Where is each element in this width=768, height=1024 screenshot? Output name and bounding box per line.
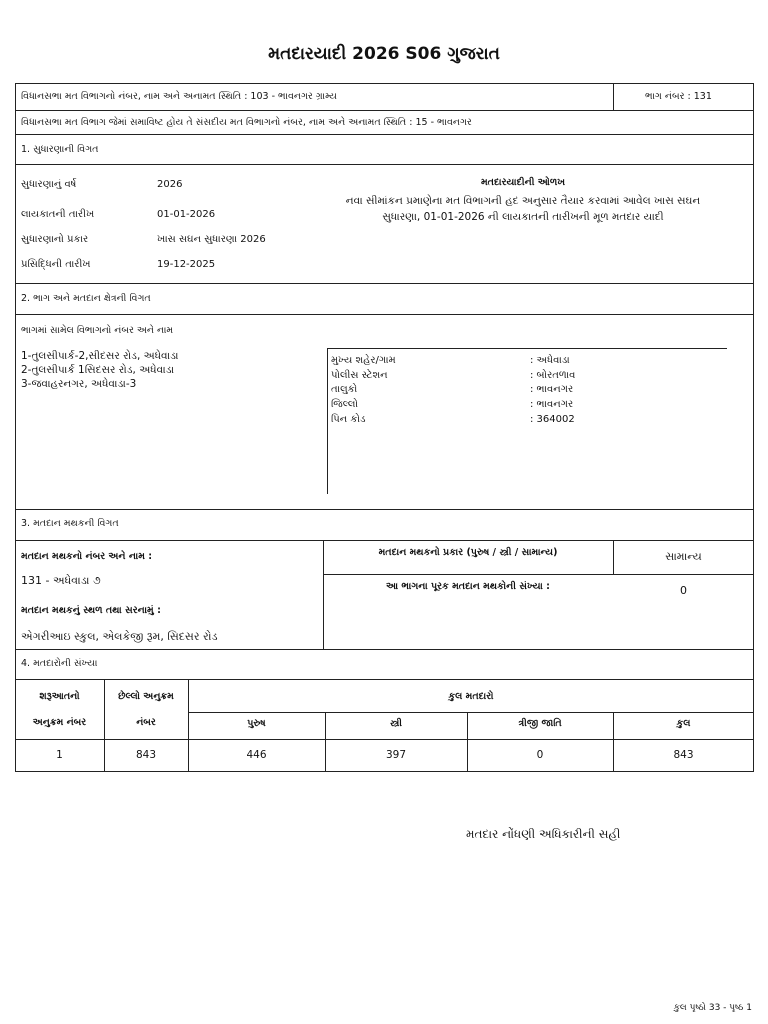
roll-identity-line2: સુધારણા, 01-01-2026 ની લાયકાતની તારીખની મૂળ મતદાર યાદી xyxy=(382,211,664,223)
section2-heading: 2. ભાગ અને મતદાન ક્ષેત્રની વિગત xyxy=(21,293,151,304)
section3-heading-frame xyxy=(15,509,754,541)
section3-heading: 3. મતદાન મથકની વિગત xyxy=(21,518,119,529)
section4-heading-frame xyxy=(15,649,754,680)
publication-date-label: પ્રસિદ્ધિની તારીખ xyxy=(21,259,91,270)
police-station-value: : બોરતળાવ xyxy=(530,370,576,381)
page-footer: કુલ પૃષ્ઠો 33 - પૃષ્ઠ 1 xyxy=(673,1003,752,1013)
sections-subheading: ભાગમાં સામેલ વિભાગનો નંબર અને નામ xyxy=(21,325,174,336)
cell-third-gender: 0 xyxy=(536,749,544,761)
roll-identity-heading: મતદારયાદીની ઓળખ xyxy=(480,177,566,188)
section-item: 3-જવાહરનગર, અધેવાડા-3 xyxy=(21,378,137,390)
col-sum-header: કુલ xyxy=(676,718,691,729)
address-label: મતદાન મથકનું સ્થળ તથા સરનામું : xyxy=(21,605,161,616)
qualifying-date-value: 01-01-2026 xyxy=(157,209,216,220)
ero-signature-label: મતદાર નોંધણી અધિકારીની સહી xyxy=(466,827,621,841)
revision-year-label: સુધારણાનું વર્ષ xyxy=(21,179,77,190)
main-village-label: મુખ્ય શહેર/ગામ xyxy=(331,355,396,366)
revision-year-value: 2026 xyxy=(157,179,183,190)
part-number: ભાગ નંબર : 131 xyxy=(645,91,712,102)
address-value: એગરીઆઇ સ્કુલ, એલકેજી રૂમ, સિદસર રોડ xyxy=(21,630,218,643)
district-value: : ભાવનગર xyxy=(530,399,574,410)
station-value: 131 - અધેવાડા ૭ xyxy=(21,574,101,587)
station-type-value: સામાન્ય xyxy=(665,550,702,563)
header-divider xyxy=(613,83,614,111)
col-third-gender-header: ત્રીજી જાતિ xyxy=(518,718,562,729)
section1-heading-frame xyxy=(15,134,754,165)
pin-code-value: : 364002 xyxy=(530,414,575,425)
cell-last-serial: 843 xyxy=(135,749,157,761)
roll-identity-line1: નવા સીમાંકન પ્રમાણેના મત વિભાગની હદ અનુસાર તૈયાર કરવામાં આવેલ ખાસ સઘન xyxy=(345,195,701,207)
section2-body-frame xyxy=(15,314,754,510)
station-label: મતદાન મથકનો નંબર અને નામ : xyxy=(21,551,153,562)
police-station-label: પોલીસ સ્ટેશન xyxy=(331,370,388,381)
revision-type-value: ખાસ સઘન સુધારણા 2026 xyxy=(157,234,266,245)
col-start-serial-header-1: શરૂઆતનો xyxy=(39,691,80,702)
cell-start-serial: 1 xyxy=(56,749,63,761)
assembly-label: વિધાનસભા મત વિભાગનો નંબર, નામ અને અનામત સ્થિતિ : 103 - ભાવનગર ગ્રામ્ય xyxy=(21,91,337,102)
taluka-value: : ભાવનગર xyxy=(530,384,574,395)
qualifying-date-label: લાયકાતની તારીખ xyxy=(21,209,95,220)
parliament-label: વિધાનસભા મત વિભાગ જેમાં સમાવિષ્ટ હોય તે સંસદીય મત વિભાગનો નંબર, નામ અને અનામત સ્થિતિ : 15 - ભાવનગર xyxy=(21,117,472,128)
section3-row-rule xyxy=(323,574,754,575)
publication-date-value: 19-12-2025 xyxy=(157,259,216,270)
col-last-serial-header-1: છેલ્લો અનુક્રમ xyxy=(118,691,174,702)
section4-heading: 4. મતદારોની સંખ્યા xyxy=(21,658,98,669)
col-start-serial-header-2: અનુક્રમ નંબર xyxy=(32,717,87,728)
col-total-voters-header: કુલ મતદારો xyxy=(448,691,494,702)
page-title: મતદારયાદી 2026 S06 ગુજરાત xyxy=(268,44,500,64)
auxiliary-stations-label: આ ભાગના પૂરક મતદાન મથકોની સંખ્યા : xyxy=(386,581,550,592)
table-row-rule xyxy=(15,739,754,740)
auxiliary-stations-value: 0 xyxy=(680,584,687,597)
cell-male: 446 xyxy=(246,749,267,761)
district-label: જિલ્લો xyxy=(331,399,358,410)
cell-female: 397 xyxy=(385,749,407,761)
col-female-header: સ્ત્રી xyxy=(389,718,403,729)
section1-heading: 1. સુધારણાની વિગત xyxy=(21,144,99,155)
section-item: 1-તુલસીપાર્ક-2,સીદસર રોડ, અધેવાડા xyxy=(21,350,179,362)
cell-total: 843 xyxy=(673,749,694,761)
revision-type-label: સુધારણાનો પ્રકાર xyxy=(21,234,89,245)
table-row-rule xyxy=(188,712,754,713)
col-last-serial-header-2: નંબર xyxy=(136,717,156,728)
main-village-value: : અધેવાડા xyxy=(530,355,570,366)
details-top-rule xyxy=(327,348,727,349)
taluka-label: તાલુકો xyxy=(331,384,358,395)
col-male-header: પુરુષ xyxy=(247,718,266,729)
station-type-label: મતદાન મથકનો પ્રકાર (પુરુષ / સ્ત્રી / સામાન્ય) xyxy=(378,547,558,558)
details-left-rule xyxy=(327,348,328,494)
section-item: 2-તુલસીપાર્ક 1સિદસર રોડ, અધેવાડા xyxy=(21,364,175,376)
pin-code-label: પિન કોડ xyxy=(331,414,366,425)
